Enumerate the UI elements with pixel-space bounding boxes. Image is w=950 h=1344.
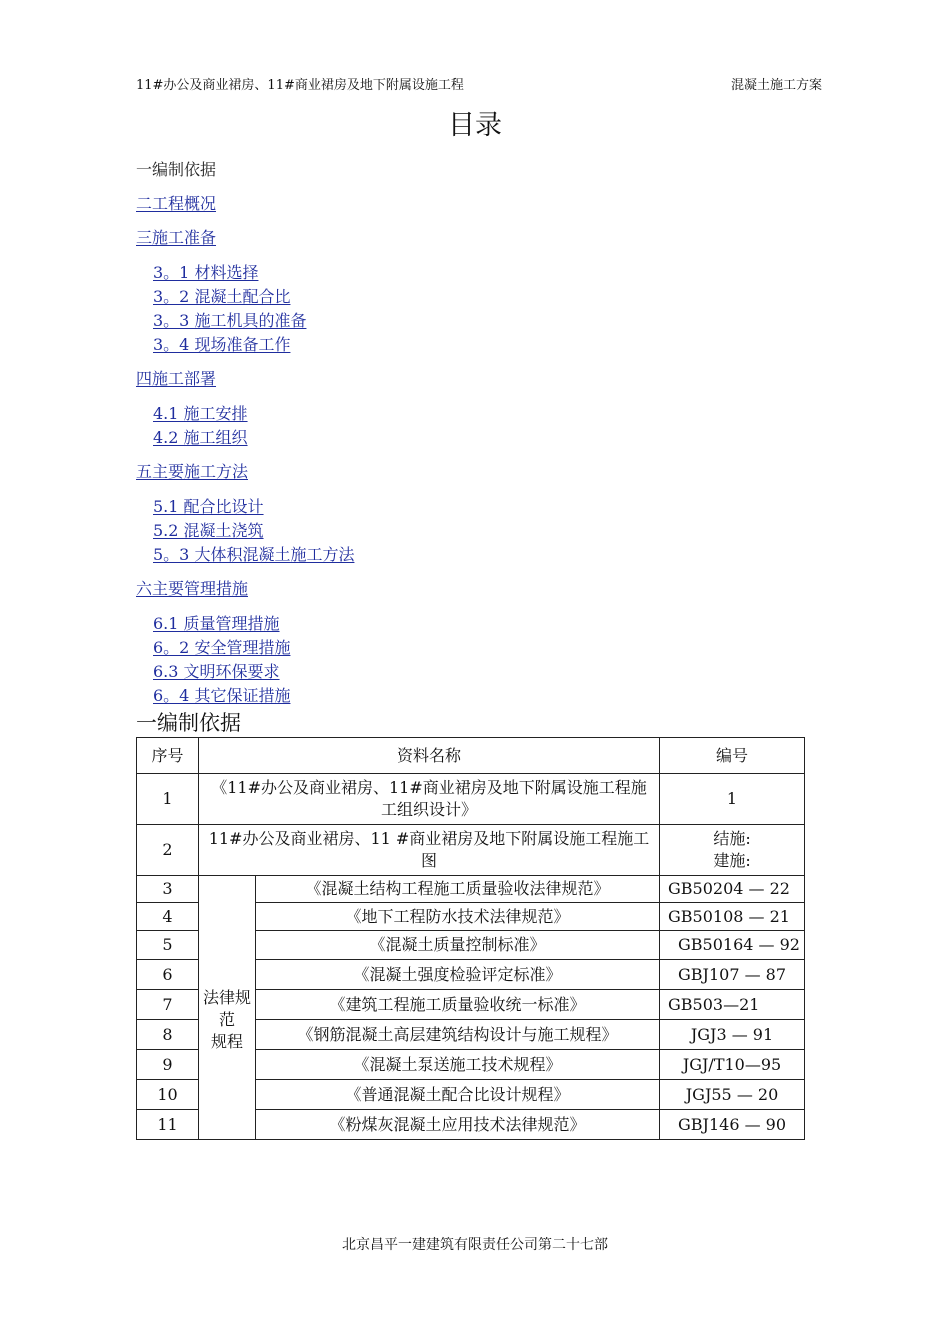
document-name (199, 774, 660, 825)
section-heading: 一编制依据 (136, 711, 241, 735)
toc-item-project-overview[interactable]: 二工程概况 (136, 194, 217, 213)
document-name: 《建筑工程施工质量验收统一标准》 (256, 990, 660, 1020)
row-number: 2 (137, 825, 199, 876)
toc-item-5-1[interactable]: 5.1 配合比设计 (153, 497, 264, 516)
category-line3: 规程 (210, 1031, 243, 1051)
table-row (137, 876, 805, 903)
row-number: 6 (137, 960, 199, 990)
document-code: JGJ3 — 91 (660, 1020, 805, 1050)
document-code: GB503—21 (660, 990, 805, 1020)
document-code: GB50204 — 22 (660, 876, 805, 903)
document-code: GBJ146 — 90 (660, 1110, 805, 1140)
document-code: GB50164 — 92 (660, 931, 805, 960)
document-code: JGJ/T10—95 (660, 1050, 805, 1080)
header-document-name: 混凝土施工方案 (730, 78, 822, 93)
document-name: 《混凝土泵送施工技术规程》 (256, 1050, 660, 1080)
table-row (137, 774, 805, 825)
category-line2: 范 (218, 1009, 235, 1029)
row-number: 9 (137, 1050, 199, 1080)
header-cell-no: 序号 (137, 738, 199, 774)
toc-item-3-1[interactable]: 3。1 材料选择 (153, 263, 259, 282)
document-name: 《混凝土强度检验评定标准》 (256, 960, 660, 990)
document-name: 《粉煤灰混凝土应用技术法律规范》 (256, 1110, 660, 1140)
toc-item-6-4[interactable]: 6。4 其它保证措施 (153, 686, 291, 705)
row-number: 4 (137, 903, 199, 931)
header-cell-code: 编号 (660, 738, 805, 774)
row-number: 7 (137, 990, 199, 1020)
toc-title: 目录 (448, 110, 502, 141)
toc-item-3-4[interactable]: 3。4 现场准备工作 (153, 335, 291, 354)
document-name-line1: 《11#办公及商业裙房、11#商业裙房及地下附属设施工程施 (211, 778, 647, 797)
toc-item-main-management-measures[interactable]: 六主要管理措施 (136, 579, 249, 598)
document-name: 《普通混凝土配合比设计规程》 (256, 1080, 660, 1110)
table-header-row (137, 738, 805, 774)
document-code: 1 (660, 774, 805, 825)
category-line1: 法律规 (202, 987, 251, 1007)
toc-item-5-3[interactable]: 5。3 大体积混凝土施工方法 (153, 545, 355, 564)
table-row (137, 825, 805, 876)
toc-item-3-3[interactable]: 3。3 施工机具的准备 (153, 311, 307, 330)
document-name-line1: 11#办公及商业裙房、11 #商业裙房及地下附属设施工程施工 (208, 829, 650, 848)
document-name (199, 825, 660, 876)
row-number: 5 (137, 931, 199, 960)
toc-item-construction-preparation[interactable]: 三施工准备 (136, 228, 217, 247)
code-line1: 结施: (713, 829, 751, 848)
toc-item-6-2[interactable]: 6。2 安全管理措施 (153, 638, 291, 657)
toc-item-6-3[interactable]: 6.3 文明环保要求 (153, 662, 280, 681)
document-name-line2: 工组织设计》 (381, 800, 478, 819)
document-code: GB50108 — 21 (660, 903, 805, 931)
document-name: 《钢筋混凝土高层建筑结构设计与施工规程》 (256, 1020, 660, 1050)
code-line2: 建施: (713, 851, 751, 870)
row-number: 11 (137, 1110, 199, 1140)
header-project-name: 11#办公及商业裙房、11#商业裙房及地下附属设施工程 (136, 78, 464, 93)
document-name: 《地下工程防水技术法律规范》 (256, 903, 660, 931)
header-cell-name: 资料名称 (199, 738, 660, 774)
row-number: 8 (137, 1020, 199, 1050)
row-number: 10 (137, 1080, 199, 1110)
row-number: 3 (137, 876, 199, 903)
toc-item-3-2[interactable]: 3。2 混凝土配合比 (153, 287, 291, 306)
toc-item-construction-deployment[interactable]: 四施工部署 (136, 369, 217, 388)
toc-item-5-2[interactable]: 5.2 混凝土浇筑 (153, 521, 264, 540)
document-code (660, 825, 805, 876)
document-name-line2: 图 (421, 851, 438, 870)
page-footer: 北京昌平一建建筑有限责任公司第二十七部 (342, 1237, 608, 1253)
document-code: JGJ55 — 20 (660, 1080, 805, 1110)
toc-item-main-construction-methods[interactable]: 五主要施工方法 (136, 462, 249, 481)
toc-item-compilation-basis[interactable]: 一编制依据 (136, 160, 217, 179)
toc-item-6-1[interactable]: 6.1 质量管理措施 (153, 614, 280, 633)
compilation-basis-table (136, 737, 805, 1140)
document-name: 《混凝土结构工程施工质量验收法律规范》 (256, 876, 660, 903)
row-number: 1 (137, 774, 199, 825)
document-name: 《混凝土质量控制标准》 (256, 931, 660, 960)
toc-item-4-2[interactable]: 4.2 施工组织 (153, 428, 248, 447)
document-code: GBJ107 — 87 (660, 960, 805, 990)
toc-item-4-1[interactable]: 4.1 施工安排 (153, 404, 248, 423)
category-cell (199, 876, 256, 1140)
